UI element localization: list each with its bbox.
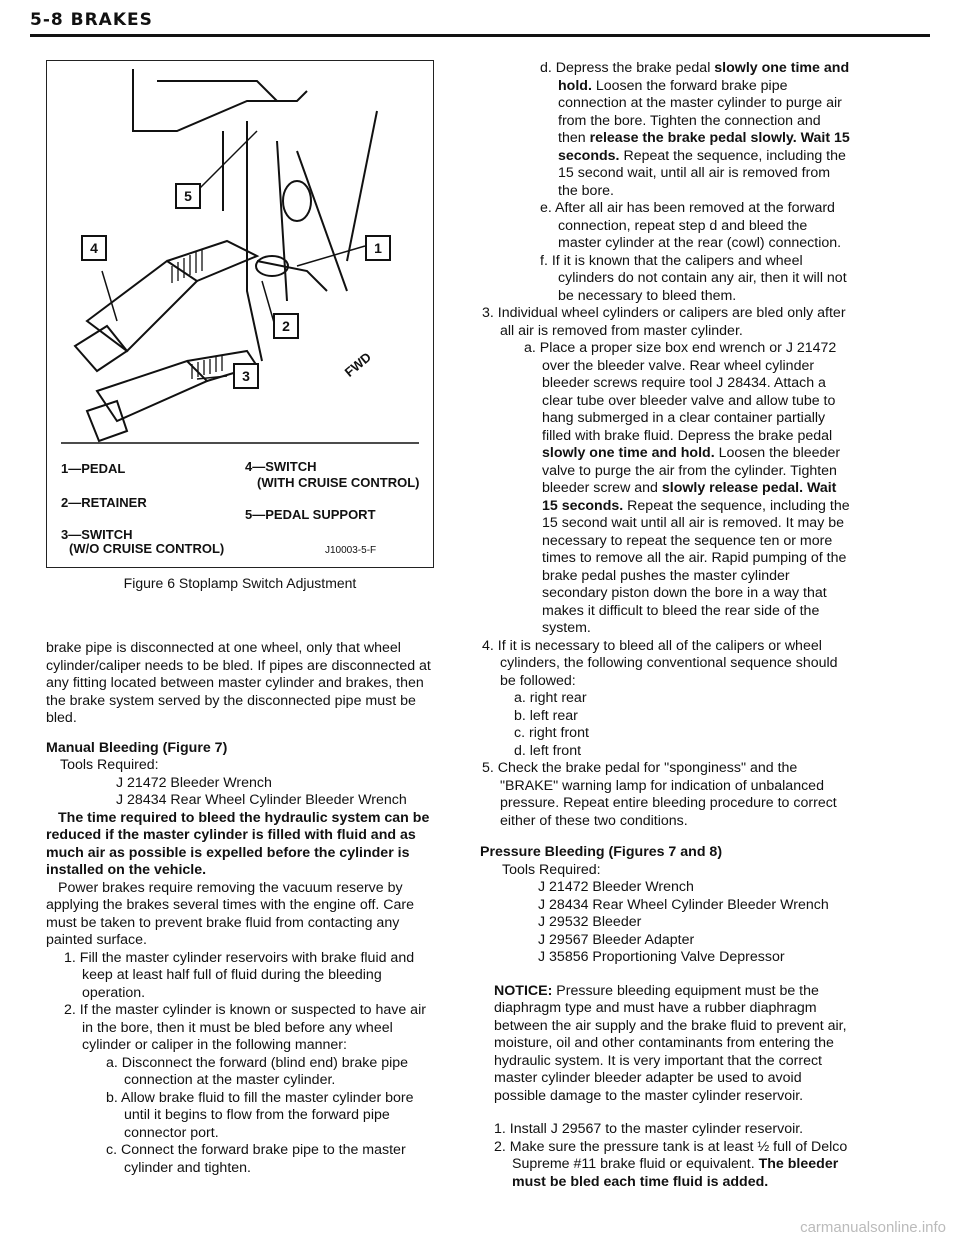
sequence-item: c. right front [514,725,589,741]
tool-item: J 35856 Proportioning Valve Depressor [538,949,785,965]
legend-switch4: 4—SWITCH [245,459,317,474]
step-1: 1. Fill the master cylinder reservoirs with brake fluid and keep at least half full of fluid during the bleeding operation. [64,949,415,1001]
figure-code: J10003-5-F [325,545,377,556]
tools-label: Tools Required: [60,757,159,773]
sequence-item: b. left rear [514,707,578,724]
step-2a: a. Disconnect the forward (blind end) brake pipe connection at the master cylinder. [106,1054,409,1088]
pressure-step-2: 2. Make sure the pressure tank is at least ½ full of Delco Supreme #11 brake fluid or equivalent. The bleeder must be bled each time fluid is added. [494,1138,848,1190]
callout-5: 5 [175,183,201,209]
fwd-arrow-label: FWD [341,349,374,380]
callout-2: 2 [273,313,299,339]
step-4: 4. If it is necessary to bleed all of the calipers or wheel cylinders, the following conventional sequence should be followed: [482,637,838,689]
right-column [480,60,852,1191]
legend-switch3: 3—SWITCH [61,527,133,542]
step-3a: a. Place a proper size box end wrench or J 21472 over the bleeder valve. Rear wheel cylinder bleeder screws require tool J 28434. Attach a clear tube over bleeder valve and allow tube to hang submerged in a clear container partially filled with brake fluid. Depress the brake pedal slowly one time and hold. Loosen the bleeder valve to purge the air from the cylinder. Tighten bleeder screw and slowly release pedal. Wait 15 seconds. Repeat the sequence, including the 15 second wait until all air is removed. It may be necessary to repeat the sequence ten or more times to remove all the air. Rapid pumping of the brake pedal pushes the master cylinder secondary piston down the bore in a way that makes it difficult to bleed the rear side of the system. [524,340,850,636]
callout-1: 1 [365,235,391,261]
tools-label: Tools Required: [502,861,601,878]
manual-bleeding-heading: Manual Bleeding (Figure 7) [46,739,228,756]
header-rule [30,34,930,37]
stoplamp-switch-illustration [47,61,433,461]
left-column [46,640,436,1177]
tool-item: J 29532 Bleeder [538,914,642,930]
intro-paragraph: brake pipe is disconnected at one wheel, only that wheel cylinder/caliper needs to be bled. If pipes are disconnected at any fitting located between master cylinder and brakes, then the brake system served by the disconnected pipe must be bled. [46,640,431,726]
step-2c: c. Connect the forward brake pipe to the master cylinder and tighten. [106,1142,406,1176]
power-brakes-paragraph: Power brakes require removing the vacuum reserve by applying the brakes several times with the engine off. Care must be taken to prevent brake fluid from contacting any painted surface. [46,879,415,948]
figure-caption: Figure 6 Stoplamp Switch Adjustment [123,575,357,591]
step-2b: b. Allow brake fluid to fill the master cylinder bore until it begins to flow from the forward pipe connector port. [106,1089,414,1141]
tool-item: J 29567 Bleeder Adapter [538,931,695,948]
step-2: 2. If the master cylinder is known or suspected to have air in the bore, then it must be bled before any wheel cylinder or caliper in the following manner: [64,1002,426,1053]
legend-switch4-note: (WITH CRUISE CONTROL) [257,475,420,490]
sequence-item: d. left front [514,742,582,759]
tool-item: J 28434 Rear Wheel Cylinder Bleeder Wrench [116,792,407,808]
legend-retainer: 2—RETAINER [61,495,147,510]
tool-item: J 21472 Bleeder Wrench [116,774,272,791]
watermark: carmanualsonline.info [800,1219,946,1236]
legend-support: 5—PEDAL SUPPORT [245,507,376,522]
bold-paragraph: The time required to bleed the hydraulic system can be reduced if the master cylinder is filled with fluid and as much air as possible is expelled before the cylinder is installed on the vehicle. [46,809,430,878]
pressure-step-1: 1. Install J 29567 to the master cylinder reservoir. [494,1121,804,1137]
step-f: f. If it is known that the calipers and wheel cylinders do not contain any air, then it will not be necessary to bleed them. [540,252,847,304]
legend-switch3-note: (W/O CRUISE CONTROL) [69,541,225,556]
pressure-bleeding-heading: Pressure Bleeding (Figures 7 and 8) [480,844,723,860]
step-3: 3. Individual wheel cylinders or calipers are bled only after all air is removed from master cylinder. [482,305,846,339]
step-5: 5. Check the brake pedal for "sponginess" and the "BRAKE" warning lamp for indication of unbalanced pressure. Repeat entire bleeding procedure to correct either of these two conditions. [482,760,837,829]
step-e: e. After all air has been removed at the forward connection, repeat step d and bleed the master cylinder at the rear (cowl) connection. [540,200,842,251]
tool-item: J 28434 Rear Wheel Cylinder Bleeder Wrench [538,896,829,913]
callout-3: 3 [233,363,259,389]
figure-6 [46,60,434,568]
callout-4: 4 [81,235,107,261]
legend-pedal: 1—PEDAL [61,461,126,476]
tool-item: J 21472 Bleeder Wrench [538,879,694,895]
notice-paragraph: NOTICE: Pressure bleeding equipment must be the diaphragm type and must have a rubber diaphragm between the air supply and the brake fluid to prevent air, moisture, oil and other contaminants from entering the hydraulic system. It is very important that the correct master cylinder bleeder adapter be used to avoid possible damage to the master cylinder reservoir. [494,982,847,1104]
sequence-item: a. right rear [514,690,587,706]
step-d: d. Depress the brake pedal slowly one time and hold. Loosen the forward brake pipe connection at the master cylinder to purge air from the bore. Tighten the connection and then release the brake pedal slowly. Wait 15 seconds. Repeat the sequence, including the 15 second wait, until all air is removed from the bore. [540,60,850,199]
page-header: 5-8 BRAKES [30,10,153,30]
